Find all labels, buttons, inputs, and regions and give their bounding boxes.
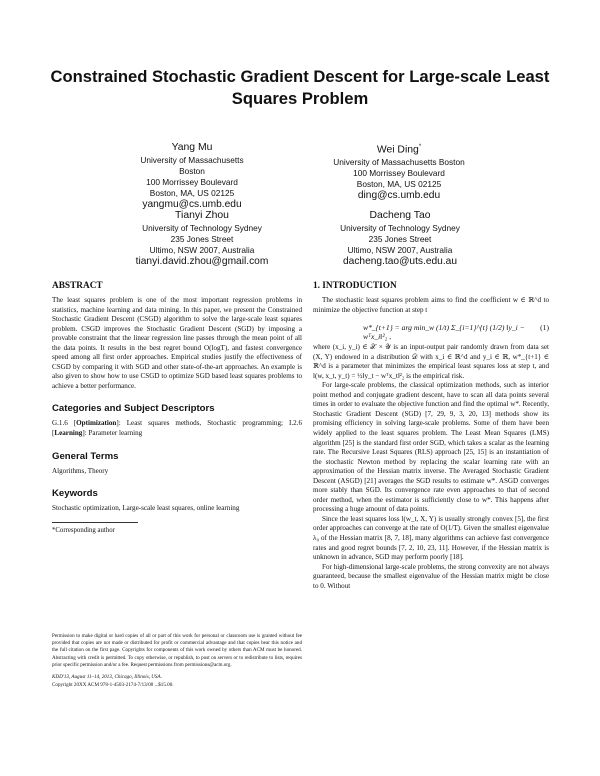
- intro-heading: 1. INTRODUCTION: [313, 281, 397, 291]
- author-address: Ultimo, NSW 2007, Australia: [347, 244, 453, 255]
- general-terms-text: Algorithms, Theory: [52, 466, 109, 475]
- author-block: [310, 209, 490, 268]
- left-column: [52, 280, 302, 689]
- intro-paragraph: Since the least squares loss l(w_t, X, Y) is usually strongly convex [5], the first order approaches can converge at the rate of O(1/T). Given the smallest eigenvalue λ₀ of the Hessian matrix [8, 7, 18], many algorithms can achieve fast convergence rates and good regret bounds [7, 2, 10, 23, 11]. However, if the Hessian matrix is unknown in advance, SGD may perform poorly [18].: [313, 514, 549, 562]
- author-block: [112, 141, 272, 211]
- copyright-line: Copyright 20XX ACM 978-1-4503-2174-7/13/08 ...$15.00.: [52, 681, 174, 688]
- intro-paragraph: where (x_i, y_i) ∈ 𝒳 × 𝒴 is an input-output pair randomly drawn from data set (X, Y) endowed in a distribution 𝒟 with x_i ∈ ℝ^d and y_i ∈ ℝ, w*_{t+1} ∈ ℝ^d is a parameter that minimizes the empirical least squares loss at step t, and l(w, x_t, y_t) = ½‖y_t − wᵀx_t‖²₂ is the empirical risk.: [313, 343, 549, 380]
- intro-paragraph: For high-dimensional large-scale problems, the strong convexity are not always guaranteed, because the smallest eigenvalue of the Hessian matrix might be close to 0. Without: [313, 562, 549, 590]
- author-street: 235 Jones Street: [170, 233, 234, 244]
- author-block: [300, 141, 498, 203]
- author-email: ding@cs.umb.edu: [357, 190, 441, 202]
- author-name: Yang Mu: [171, 142, 213, 153]
- venue-line: KDD'13, August 11–14, 2013, Chicago, Illinois, USA.: [52, 674, 162, 681]
- author-name: Wei Ding: [376, 144, 419, 156]
- categories-text-pre: G.1.6 [: [52, 419, 77, 428]
- footnote-rule: [52, 522, 138, 523]
- author-block: [112, 209, 292, 268]
- equation-expression: w*_{t+1} = arg min_w (1/t) Σ_{i=1}^{t} (1/2) ‖y_i − wᵀx_i‖²₂ ,: [363, 323, 525, 342]
- author-email: dacheng.tao@uts.edu.au: [342, 255, 457, 267]
- categories-heading: Categories and Subject Descriptors: [52, 403, 215, 415]
- author-affiliation: University of Technology Sydney: [142, 222, 262, 233]
- author-name: Dacheng Tao: [369, 210, 431, 221]
- author-street: 235 Jones Street: [368, 233, 432, 244]
- author-address: Ultimo, NSW 2007, Australia: [149, 244, 255, 255]
- category-optimization: Optimization: [76, 419, 117, 428]
- intro-paragraph: For large-scale problems, the classical optimization methods, such as interior point method and conjugate gradient descent, have to scan all data points several times in order to evaluate the objective function and find the optimal w*. Recently, Stochastic Gradient Descent (SGD) [7, 29, 9, 3, 20, 13] methods show its promising efficiency in solving large-scale problems. Some of them have been widely applied to the least squares problem. The Least Mean Squares (LMS) algorithm [25] is the standard first order SGD, which takes a scalar as the learning rate. The Recursive Least Squares (RLS) approach [25, 15] is an instantiation of the stochastic Newton method by replacing the scalar learning rate with an approximation of the Hessian matrix inverse. The Averaged Stochastic Gradient Descent (ASGD) [21] averages the SGD results to estimate w*. ASGD converges more stably than SGD. Its convergence rate even approaches to that of second order method, when the estimator is sufficiently close to w*. This happens after processing a huge amount of data points.: [313, 381, 549, 514]
- author-street: 100 Morrissey Boulevard: [146, 176, 238, 187]
- author-affiliation: University of Massachusetts Boston: [333, 156, 465, 167]
- author-name: Tianyi Zhou: [175, 210, 229, 221]
- equation-1: [313, 315, 549, 343]
- author-email: yangmu@cs.umb.edu: [142, 198, 242, 210]
- keywords-heading: Keywords: [52, 488, 98, 500]
- abstract-heading: ABSTRACT: [52, 281, 103, 291]
- category-learning: Learning: [54, 429, 83, 438]
- corresponding-mark: *: [418, 144, 422, 150]
- copyright-notice: Permission to make digital or hard copies of all or part of this work for personal or classroom use is granted without fee provided that copies are not made or distributed for profit or commercial advantage and that copies bear this notice and the full citation on the first page. Copyrights for components of this work owned by others than ACM must be honored. Abstracting with credit is permitted. To copy otherwise, or republish, to post on servers or to redistribute to lists, requires prior specific permission and/or a fee. Request permissions from permissions@acm.org.: [52, 632, 302, 668]
- author-address: Boston, MA, US 02125: [356, 179, 442, 190]
- keywords-text: Stochastic optimization, Large-scale least squares, online learning: [52, 504, 240, 513]
- footnote: *Corresponding author: [52, 526, 115, 534]
- paper-title: Constrained Stochastic Gradient Descent for Large-scale Least Squares Problem: [50, 67, 550, 108]
- general-terms-heading: General Terms: [52, 450, 119, 462]
- categories-text: [52, 419, 302, 438]
- equation-number: (1): [540, 323, 549, 333]
- abstract-text: The least squares problem is one of the most important regression problems in statistics, machine learning and data mining. In this paper, we present the Constrained Stochastic Gradient Descent (CSGD) algorithm to solve the large-scale least squares problem. CSGD improves the Stochastic Gradient Descent (SGD) by imposing a provable constraint that the linear regression line passes through the mean point of all the data points. It results in the best regret bound O(logT), and fastest convergence speed among all first order approaches. Empirical studies justify the effectiveness of CSGD by comparing it with SGD and other state-of-the-art approaches. An example is also given to show how to use CSGD to optimize SGD based least squares problems to achieve a better performance.: [52, 296, 302, 390]
- author-affiliation: University of Massachusetts: [140, 154, 244, 165]
- author-street: 100 Morrissey Boulevard: [353, 168, 445, 179]
- categories-text-mid: ]: Least squares methods, Stochastic programming; I.2.6 [: [52, 419, 302, 438]
- categories-text-post: ]: Parameter learning: [82, 429, 143, 438]
- author-city: Boston: [179, 165, 205, 176]
- right-column: [313, 280, 549, 591]
- author-address: Boston, MA, US 02125: [149, 187, 235, 198]
- author-affiliation: University of Technology Sydney: [340, 222, 460, 233]
- author-name-line: [300, 141, 498, 157]
- intro-paragraph: The stochastic least squares problem aims to find the coefficient w ∈ ℝ^d to minimize the objective function at step t: [313, 296, 549, 314]
- author-email: tianyi.david.zhou@gmail.com: [135, 255, 269, 267]
